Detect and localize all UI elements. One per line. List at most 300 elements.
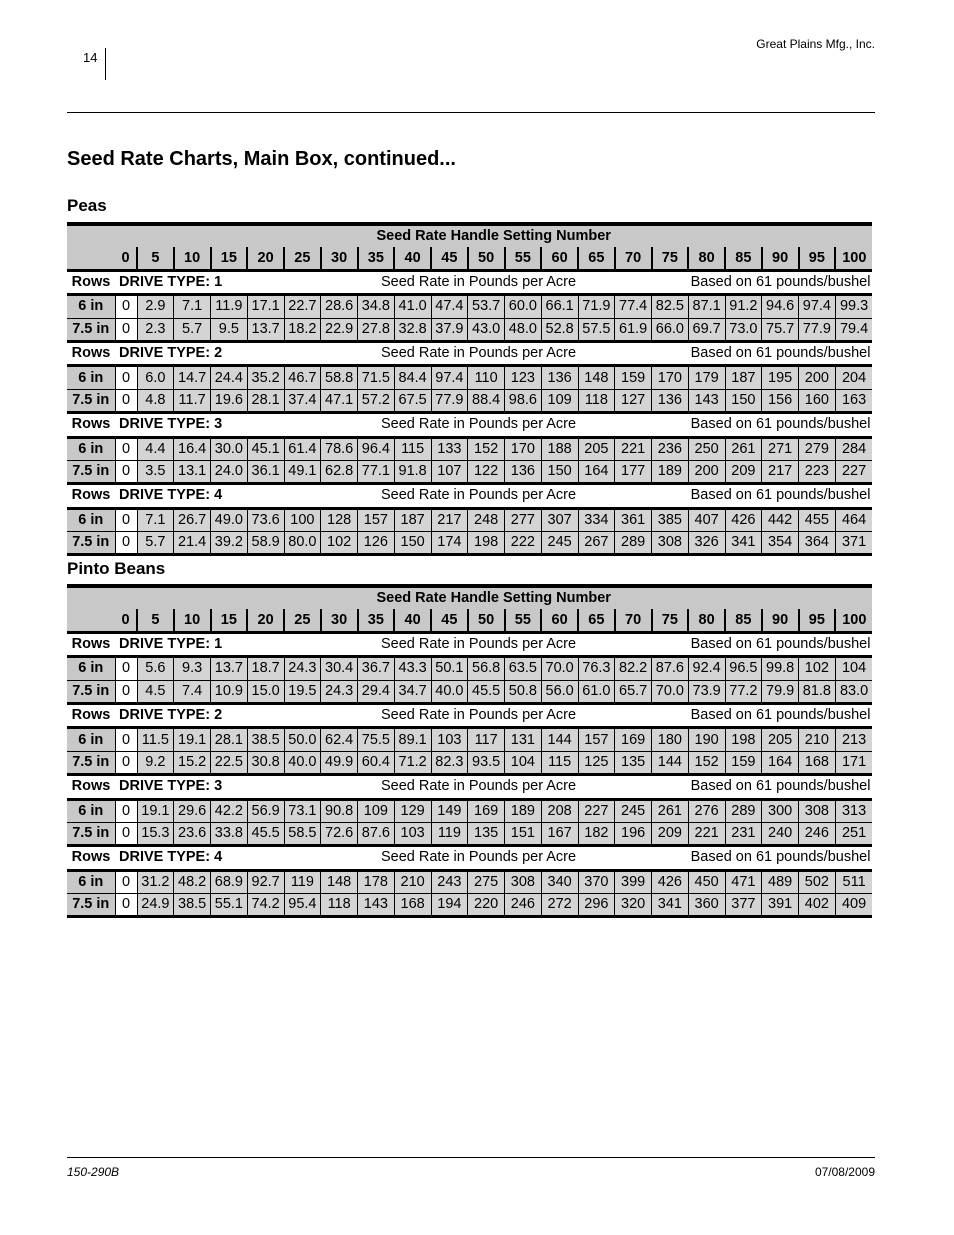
setting-number: 40 — [394, 609, 431, 632]
seed-rate-cell: 123 — [505, 366, 542, 389]
seed-rate-cell: 97.4 — [431, 366, 468, 389]
seed-rate-cell: 3.5 — [137, 460, 174, 483]
drive-type-label: DRIVE TYPE: 1 — [119, 635, 223, 652]
seed-rate-cell: 2.3 — [137, 318, 174, 341]
seed-rate-cell: 77.1 — [358, 460, 395, 483]
seed-rate-cell: 143 — [358, 894, 395, 917]
seed-rate-cell: 57.2 — [358, 389, 395, 412]
company-name: Great Plains Mfg., Inc. — [756, 37, 875, 51]
rows-label: Rows — [67, 484, 115, 508]
seed-rate-cell: 24.0 — [211, 460, 248, 483]
seed-rate-cell: 40.0 — [284, 751, 321, 774]
seed-rate-cell: 76.3 — [578, 657, 615, 680]
seed-rate-cell: 70.0 — [541, 657, 578, 680]
seed-rate-cell: 91.2 — [725, 295, 762, 318]
setting-number: 40 — [394, 247, 431, 270]
seed-rate-cell: 0 — [115, 657, 137, 680]
rows-label: Rows — [67, 413, 115, 437]
seed-rate-cell: 97.4 — [799, 295, 836, 318]
seed-rate-unit-label: Seed Rate in Pounds per Acre — [381, 849, 577, 866]
seed-rate-cell: 28.1 — [211, 728, 248, 751]
row-spacing-label: 7.5 in — [67, 532, 115, 555]
handle-setting-title: Seed Rate Handle Setting Number — [115, 586, 872, 609]
seed-rate-cell: 326 — [688, 532, 725, 555]
setting-number: 15 — [211, 609, 248, 632]
seed-rate-cell: 34.7 — [394, 680, 431, 703]
seed-rate-cell: 0 — [115, 295, 137, 318]
seed-rate-cell: 205 — [578, 437, 615, 460]
setting-number: 95 — [799, 609, 836, 632]
seed-rate-cell: 144 — [541, 728, 578, 751]
seed-rate-cell: 157 — [358, 508, 395, 531]
rows-label: Rows — [67, 846, 115, 870]
seed-rate-cell: 0 — [115, 728, 137, 751]
seed-rate-cell: 178 — [358, 870, 395, 893]
seed-rate-cell: 9.2 — [137, 751, 174, 774]
seed-rate-cell: 511 — [835, 870, 872, 893]
seed-rate-cell: 24.3 — [321, 680, 358, 703]
seed-rate-cell: 47.4 — [431, 295, 468, 318]
setting-number: 10 — [174, 247, 211, 270]
seed-rate-cell: 47.1 — [321, 389, 358, 412]
seed-rate-cell: 361 — [615, 508, 652, 531]
seed-rate-cell: 46.7 — [284, 366, 321, 389]
row-spacing-label: 7.5 in — [67, 680, 115, 703]
seed-rate-cell: 177 — [615, 460, 652, 483]
seed-rate-cell: 187 — [394, 508, 431, 531]
setting-number: 5 — [137, 247, 174, 270]
seed-rate-cell: 79.4 — [835, 318, 872, 341]
rows-label: Rows — [67, 270, 115, 294]
seed-rate-cell: 307 — [541, 508, 578, 531]
seed-rate-cell: 118 — [578, 389, 615, 412]
drive-info-wrap — [119, 343, 872, 364]
seed-rate-cell: 187 — [725, 366, 762, 389]
seed-rate-cell: 169 — [615, 728, 652, 751]
drive-info-wrap — [119, 272, 872, 293]
seed-rate-cell: 296 — [578, 894, 615, 917]
seed-rate-cell: 391 — [762, 894, 799, 917]
seed-rate-cell: 209 — [652, 822, 689, 845]
seed-rate-cell: 82.2 — [615, 657, 652, 680]
seed-rate-cell: 72.6 — [321, 822, 358, 845]
seed-rate-cell: 0 — [115, 366, 137, 389]
seed-rate-cell: 103 — [431, 728, 468, 751]
seed-rate-cell: 10.9 — [211, 680, 248, 703]
drive-info-wrap — [119, 485, 872, 506]
seed-rate-cell: 164 — [762, 751, 799, 774]
seed-rate-cell: 62.8 — [321, 460, 358, 483]
seed-rate-cell: 19.1 — [137, 799, 174, 822]
seed-rate-cell: 4.8 — [137, 389, 174, 412]
seed-rate-cell: 370 — [578, 870, 615, 893]
seed-rate-cell: 402 — [799, 894, 836, 917]
seed-rate-cell: 61.4 — [284, 437, 321, 460]
seed-rate-cell: 200 — [688, 460, 725, 483]
drive-info-wrap — [119, 634, 872, 655]
row-spacing-label: 6 in — [67, 366, 115, 389]
seed-rate-cell: 74.2 — [247, 894, 284, 917]
seed-rate-cell: 168 — [394, 894, 431, 917]
row-spacing-label: 6 in — [67, 295, 115, 318]
seed-rate-cell: 271 — [762, 437, 799, 460]
seed-rate-cell: 39.2 — [211, 532, 248, 555]
seed-rate-cell: 377 — [725, 894, 762, 917]
seed-rate-cell: 65.7 — [615, 680, 652, 703]
seed-rate-cell: 320 — [615, 894, 652, 917]
seed-rate-cell: 87.6 — [652, 657, 689, 680]
seed-rate-cell: 289 — [725, 799, 762, 822]
seed-rate-cell: 151 — [505, 822, 542, 845]
seed-rate-cell: 426 — [725, 508, 762, 531]
seed-rate-cell: 246 — [799, 822, 836, 845]
table-row — [67, 366, 872, 389]
table-row — [67, 894, 872, 917]
setting-number: 15 — [211, 247, 248, 270]
seed-rate-cell: 57.5 — [578, 318, 615, 341]
drive-info-wrap — [119, 414, 872, 435]
seed-rate-cell: 194 — [431, 894, 468, 917]
seed-rate-cell: 243 — [431, 870, 468, 893]
seed-rate-cell: 129 — [394, 799, 431, 822]
handle-title-row — [67, 586, 872, 609]
drive-info — [115, 341, 872, 365]
drive-type-row — [67, 484, 872, 508]
seed-rate-cell: 0 — [115, 508, 137, 531]
bushel-basis-label: Based on 61 pounds/bushel — [690, 707, 871, 724]
setting-number: 20 — [247, 247, 284, 270]
seed-rate-cell: 168 — [799, 751, 836, 774]
bushel-basis-label: Based on 61 pounds/bushel — [690, 273, 871, 290]
drive-type-row — [67, 846, 872, 870]
seed-rate-cell: 136 — [652, 389, 689, 412]
seed-rate-cell: 169 — [468, 799, 505, 822]
seed-rate-cell: 171 — [835, 751, 872, 774]
seed-rate-cell: 49.1 — [284, 460, 321, 483]
seed-rate-cell: 24.3 — [284, 657, 321, 680]
table-row — [67, 508, 872, 531]
seed-rate-cell: 15.2 — [174, 751, 211, 774]
seed-rate-cell: 63.5 — [505, 657, 542, 680]
seed-rate-cell: 35.2 — [247, 366, 284, 389]
seed-rate-cell: 15.3 — [137, 822, 174, 845]
table-row — [67, 870, 872, 893]
seed-rate-cell: 100 — [284, 508, 321, 531]
seed-rate-cell: 0 — [115, 680, 137, 703]
seed-rate-cell: 80.0 — [284, 532, 321, 555]
seed-rate-cell: 94.6 — [762, 295, 799, 318]
seed-rate-cell: 261 — [652, 799, 689, 822]
seed-rate-cell: 11.9 — [211, 295, 248, 318]
seed-rate-cell: 150 — [725, 389, 762, 412]
setting-number: 75 — [652, 609, 689, 632]
seed-rate-cell: 279 — [799, 437, 836, 460]
seed-rate-cell: 70.0 — [652, 680, 689, 703]
seed-rate-cell: 77.9 — [799, 318, 836, 341]
setting-number-row — [67, 247, 872, 270]
handle-setting-title: Seed Rate Handle Setting Number — [115, 224, 872, 247]
seed-rate-cell: 21.4 — [174, 532, 211, 555]
seed-rate-cell: 261 — [725, 437, 762, 460]
seed-rate-cell: 88.4 — [468, 389, 505, 412]
seed-rate-cell: 223 — [799, 460, 836, 483]
seed-rate-cell: 0 — [115, 751, 137, 774]
setting-number: 10 — [174, 609, 211, 632]
seed-rate-cell: 56.9 — [247, 799, 284, 822]
seed-rate-cell: 222 — [505, 532, 542, 555]
drive-type-label: DRIVE TYPE: 3 — [119, 778, 223, 795]
seed-rate-cell: 36.7 — [358, 657, 395, 680]
setting-number: 0 — [115, 247, 137, 270]
seed-rate-cell: 289 — [615, 532, 652, 555]
seed-rate-cell: 5.6 — [137, 657, 174, 680]
seed-rate-cell: 144 — [652, 751, 689, 774]
seed-rate-cell: 276 — [688, 799, 725, 822]
drive-type-row — [67, 270, 872, 294]
seed-rate-cell: 68.9 — [211, 870, 248, 893]
seed-rate-cell: 82.5 — [652, 295, 689, 318]
seed-rate-cell: 205 — [762, 728, 799, 751]
seed-rate-cell: 50.1 — [431, 657, 468, 680]
seed-rate-cell: 198 — [468, 532, 505, 555]
seed-rate-cell: 30.8 — [247, 751, 284, 774]
seed-rate-cell: 58.9 — [247, 532, 284, 555]
seed-rate-cell: 450 — [688, 870, 725, 893]
seed-rate-cell: 33.8 — [211, 822, 248, 845]
seed-rate-cell: 107 — [431, 460, 468, 483]
seed-rate-cell: 502 — [799, 870, 836, 893]
seed-rate-cell: 23.6 — [174, 822, 211, 845]
page-title: Seed Rate Charts, Main Box, continued... — [67, 148, 456, 170]
row-spacing-label: 7.5 in — [67, 822, 115, 845]
setting-number: 50 — [468, 247, 505, 270]
seed-rate-cell: 210 — [394, 870, 431, 893]
seed-rate-cell: 71.2 — [394, 751, 431, 774]
seed-rate-cell: 43.3 — [394, 657, 431, 680]
seed-rate-cell: 37.9 — [431, 318, 468, 341]
seed-rate-cell: 104 — [505, 751, 542, 774]
bushel-basis-label: Based on 61 pounds/bushel — [690, 487, 871, 504]
table-row — [67, 295, 872, 318]
section-title-peas: Peas — [67, 196, 107, 215]
drive-info — [115, 270, 872, 294]
seed-rate-cell: 19.6 — [211, 389, 248, 412]
seed-rate-cell: 34.8 — [358, 295, 395, 318]
seed-rate-cell: 131 — [505, 728, 542, 751]
seed-rate-cell: 45.1 — [247, 437, 284, 460]
seed-rate-cell: 36.1 — [247, 460, 284, 483]
row-spacing-label: 7.5 in — [67, 389, 115, 412]
seed-rate-cell: 221 — [688, 822, 725, 845]
page-number-divider — [105, 48, 106, 80]
drive-type-label: DRIVE TYPE: 4 — [119, 849, 223, 866]
seed-rate-cell: 277 — [505, 508, 542, 531]
footer-rule — [67, 1157, 875, 1158]
seed-rate-cell: 227 — [835, 460, 872, 483]
seed-rate-cell: 198 — [725, 728, 762, 751]
seed-rate-cell: 196 — [615, 822, 652, 845]
drive-type-label: DRIVE TYPE: 2 — [119, 707, 223, 724]
seed-rate-cell: 22.7 — [284, 295, 321, 318]
setting-number: 65 — [578, 609, 615, 632]
drive-type-row — [67, 413, 872, 437]
seed-rate-cell: 160 — [799, 389, 836, 412]
table-row — [67, 728, 872, 751]
handle-title-row — [67, 224, 872, 247]
seed-rate-cell: 60.0 — [505, 295, 542, 318]
seed-rate-cell: 67.5 — [394, 389, 431, 412]
seed-rate-cell: 313 — [835, 799, 872, 822]
seed-rate-cell: 371 — [835, 532, 872, 555]
seed-rate-cell: 62.4 — [321, 728, 358, 751]
seed-rate-cell: 464 — [835, 508, 872, 531]
seed-rate-unit-label: Seed Rate in Pounds per Acre — [381, 273, 577, 290]
seed-rate-cell: 66.1 — [541, 295, 578, 318]
pinto-beans-seed-rate-table — [67, 584, 872, 918]
drive-type-label: DRIVE TYPE: 3 — [119, 416, 223, 433]
seed-rate-cell: 188 — [541, 437, 578, 460]
seed-rate-cell: 71.5 — [358, 366, 395, 389]
setting-number: 85 — [725, 609, 762, 632]
setting-number: 45 — [431, 609, 468, 632]
drive-type-row — [67, 703, 872, 727]
seed-rate-cell: 409 — [835, 894, 872, 917]
seed-rate-cell: 15.0 — [247, 680, 284, 703]
seed-rate-cell: 136 — [541, 366, 578, 389]
seed-rate-unit-label: Seed Rate in Pounds per Acre — [381, 345, 577, 362]
drive-type-label: DRIVE TYPE: 2 — [119, 345, 223, 362]
setting-number: 30 — [321, 609, 358, 632]
seed-rate-cell: 148 — [321, 870, 358, 893]
seed-rate-cell: 75.5 — [358, 728, 395, 751]
row-spacing-label: 6 in — [67, 657, 115, 680]
seed-rate-cell: 99.8 — [762, 657, 799, 680]
seed-rate-cell: 110 — [468, 366, 505, 389]
seed-rate-cell: 251 — [835, 822, 872, 845]
setting-number: 65 — [578, 247, 615, 270]
seed-rate-cell: 334 — [578, 508, 615, 531]
seed-rate-cell: 195 — [762, 366, 799, 389]
seed-rate-cell: 5.7 — [137, 532, 174, 555]
setting-number-row — [67, 609, 872, 632]
seed-rate-cell: 11.7 — [174, 389, 211, 412]
seed-rate-unit-label: Seed Rate in Pounds per Acre — [381, 707, 577, 724]
seed-rate-cell: 164 — [578, 460, 615, 483]
seed-rate-cell: 96.5 — [725, 657, 762, 680]
seed-rate-cell: 2.9 — [137, 295, 174, 318]
seed-rate-cell: 308 — [799, 799, 836, 822]
seed-rate-cell: 180 — [652, 728, 689, 751]
seed-rate-cell: 407 — [688, 508, 725, 531]
document-date: 07/08/2009 — [814, 1165, 875, 1179]
bushel-basis-label: Based on 61 pounds/bushel — [690, 849, 871, 866]
seed-rate-unit-label: Seed Rate in Pounds per Acre — [381, 635, 577, 652]
seed-rate-cell: 58.8 — [321, 366, 358, 389]
corner-cell — [67, 586, 115, 632]
seed-rate-cell: 26.7 — [174, 508, 211, 531]
seed-rate-cell: 227 — [578, 799, 615, 822]
seed-rate-cell: 122 — [468, 460, 505, 483]
seed-rate-cell: 248 — [468, 508, 505, 531]
seed-rate-cell: 182 — [578, 822, 615, 845]
seed-rate-cell: 28.6 — [321, 295, 358, 318]
seed-rate-cell: 50.0 — [284, 728, 321, 751]
seed-rate-cell: 13.1 — [174, 460, 211, 483]
seed-rate-cell: 13.7 — [211, 657, 248, 680]
seed-rate-cell: 364 — [799, 532, 836, 555]
seed-rate-cell: 50.8 — [505, 680, 542, 703]
table-row — [67, 389, 872, 412]
document-id: 150-290B — [67, 1165, 120, 1179]
seed-rate-cell: 52.8 — [541, 318, 578, 341]
seed-rate-cell: 156 — [762, 389, 799, 412]
seed-rate-cell: 19.5 — [284, 680, 321, 703]
seed-rate-cell: 150 — [394, 532, 431, 555]
table-row — [67, 822, 872, 845]
seed-rate-cell: 48.2 — [174, 870, 211, 893]
seed-rate-cell: 5.7 — [174, 318, 211, 341]
seed-rate-cell: 190 — [688, 728, 725, 751]
seed-rate-cell: 0 — [115, 799, 137, 822]
seed-rate-cell: 18.7 — [247, 657, 284, 680]
seed-rate-cell: 275 — [468, 870, 505, 893]
seed-rate-cell: 75.7 — [762, 318, 799, 341]
seed-rate-cell: 24.4 — [211, 366, 248, 389]
drive-info — [115, 775, 872, 799]
row-spacing-label: 6 in — [67, 728, 115, 751]
drive-type-label: DRIVE TYPE: 4 — [119, 487, 223, 504]
seed-rate-cell: 45.5 — [247, 822, 284, 845]
setting-number: 25 — [284, 609, 321, 632]
seed-rate-cell: 61.0 — [578, 680, 615, 703]
seed-rate-cell: 126 — [358, 532, 395, 555]
seed-rate-cell: 174 — [431, 532, 468, 555]
seed-rate-cell: 0 — [115, 532, 137, 555]
setting-number: 55 — [505, 609, 542, 632]
seed-rate-cell: 11.5 — [137, 728, 174, 751]
table-row — [67, 460, 872, 483]
seed-rate-cell: 31.2 — [137, 870, 174, 893]
seed-rate-cell: 91.8 — [394, 460, 431, 483]
corner-cell — [67, 224, 115, 270]
seed-rate-cell: 209 — [725, 460, 762, 483]
setting-number: 75 — [652, 247, 689, 270]
setting-number: 60 — [541, 609, 578, 632]
seed-rate-cell: 92.7 — [247, 870, 284, 893]
seed-rate-cell: 0 — [115, 318, 137, 341]
seed-rate-cell: 92.4 — [688, 657, 725, 680]
seed-rate-cell: 99.3 — [835, 295, 872, 318]
seed-rate-cell: 73.9 — [688, 680, 725, 703]
setting-number: 80 — [688, 609, 725, 632]
seed-rate-cell: 98.6 — [505, 389, 542, 412]
seed-rate-cell: 56.8 — [468, 657, 505, 680]
seed-rate-cell: 102 — [799, 657, 836, 680]
seed-rate-cell: 89.1 — [394, 728, 431, 751]
seed-rate-cell: 58.5 — [284, 822, 321, 845]
seed-rate-cell: 9.5 — [211, 318, 248, 341]
seed-rate-cell: 53.7 — [468, 295, 505, 318]
seed-rate-cell: 29.4 — [358, 680, 395, 703]
seed-rate-cell: 246 — [505, 894, 542, 917]
setting-number: 55 — [505, 247, 542, 270]
seed-rate-cell: 385 — [652, 508, 689, 531]
setting-number: 100 — [835, 247, 872, 270]
seed-rate-cell: 217 — [762, 460, 799, 483]
seed-rate-cell: 30.0 — [211, 437, 248, 460]
setting-number: 0 — [115, 609, 137, 632]
seed-rate-cell: 43.0 — [468, 318, 505, 341]
